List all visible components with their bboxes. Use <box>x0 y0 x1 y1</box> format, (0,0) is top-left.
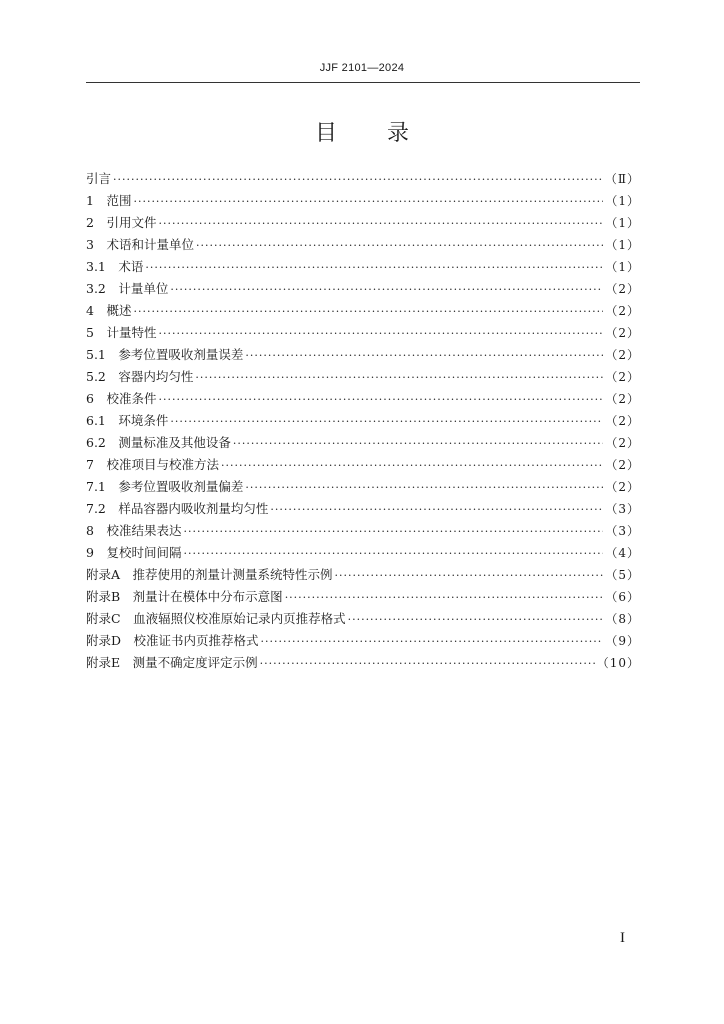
toc-entry-page: （1） <box>605 216 640 230</box>
dot-leader <box>245 477 603 499</box>
toc-entry[interactable] <box>86 366 640 388</box>
toc-entry-label: 附录B 剂量计在模体中分布示意图 <box>86 589 283 604</box>
dot-leader <box>260 653 595 675</box>
header-rule <box>86 82 640 83</box>
page-number: I <box>620 930 625 946</box>
dot-leader <box>158 389 603 411</box>
toc-entry[interactable] <box>86 190 640 212</box>
toc-entry[interactable] <box>86 322 640 344</box>
dot-leader <box>335 565 604 587</box>
toc-entry-label: 1 范围 <box>86 193 132 208</box>
toc-entry[interactable] <box>86 520 640 542</box>
dot-leader <box>245 345 603 367</box>
toc-entry[interactable] <box>86 542 640 564</box>
dot-leader <box>261 631 604 653</box>
toc-entry-page: （2） <box>605 348 640 362</box>
document-code: JJF 2101—2024 <box>319 62 405 74</box>
dot-leader <box>158 213 603 235</box>
toc-entry-page: （2） <box>605 392 640 406</box>
dot-leader <box>113 169 603 191</box>
toc-entry-label: 7.2 样品容器内吸收剂量均匀性 <box>86 501 269 516</box>
toc-entry-label: 9 复校时间间隔 <box>86 545 182 560</box>
toc-entry[interactable] <box>86 630 640 652</box>
toc-entry-page: （2） <box>605 304 640 318</box>
toc-entry-page: （2） <box>605 326 640 340</box>
toc-entry-page: （2） <box>605 436 640 450</box>
toc-entry[interactable] <box>86 168 640 190</box>
table-of-contents <box>86 168 640 674</box>
toc-entry[interactable] <box>86 498 640 520</box>
toc-entry-page: （1） <box>605 238 640 252</box>
dot-leader <box>348 609 604 631</box>
toc-entry-page: （4） <box>605 546 640 560</box>
dot-leader <box>133 191 603 213</box>
toc-entry[interactable] <box>86 432 640 454</box>
toc-entry-page: （3） <box>605 502 640 516</box>
dot-leader <box>285 587 604 609</box>
toc-entry[interactable] <box>86 410 640 432</box>
toc-entry[interactable] <box>86 256 640 278</box>
toc-entry-page: （1） <box>605 194 640 208</box>
dot-leader <box>158 323 603 345</box>
toc-entry-label: 8 校准结果表达 <box>86 523 182 538</box>
dot-leader <box>221 455 603 477</box>
toc-entry-page: （2） <box>605 458 640 472</box>
toc-entry-label: 2 引用文件 <box>86 215 157 230</box>
toc-entry[interactable] <box>86 234 640 256</box>
toc-entry-label: 5 计量特性 <box>86 325 157 340</box>
toc-entry-label: 3.1 术语 <box>86 259 144 274</box>
toc-entry[interactable] <box>86 586 640 608</box>
dot-leader <box>195 367 603 389</box>
toc-entry[interactable] <box>86 278 640 300</box>
toc-entry[interactable] <box>86 608 640 630</box>
toc-entry-label: 6 校准条件 <box>86 391 157 406</box>
toc-entry-label: 4 概述 <box>86 303 132 318</box>
toc-entry-page: （2） <box>605 414 640 428</box>
toc-entry-page: （10） <box>596 656 640 670</box>
dot-leader <box>183 521 603 543</box>
toc-entry-label: 附录D 校准证书内页推荐格式 <box>86 633 259 648</box>
toc-entry[interactable] <box>86 388 640 410</box>
page-title: 目录 <box>314 121 459 146</box>
dot-leader <box>233 433 603 455</box>
toc-entry-label: 5.1 参考位置吸收剂量误差 <box>86 347 244 362</box>
toc-entry-page: （Ⅱ） <box>604 172 640 186</box>
dot-leader <box>170 279 603 301</box>
toc-entry-page: （6） <box>605 590 640 604</box>
toc-entry[interactable] <box>86 476 640 498</box>
toc-entry-label: 附录E 测量不确定度评定示例 <box>86 655 258 670</box>
toc-entry-label: 7.1 参考位置吸收剂量偏差 <box>86 479 244 494</box>
toc-entry[interactable] <box>86 344 640 366</box>
dot-leader <box>145 257 603 279</box>
toc-entry-label: 引言 <box>86 171 112 186</box>
toc-entry-page: （2） <box>605 370 640 384</box>
toc-entry-label: 附录C 血液辐照仪校准原始记录内页推荐格式 <box>86 611 346 626</box>
toc-entry-label: 3.2 计量单位 <box>86 281 169 296</box>
dot-leader <box>196 235 603 257</box>
toc-entry[interactable] <box>86 212 640 234</box>
toc-entry-label: 7 校准项目与校准方法 <box>86 457 219 472</box>
toc-entry-label: 6.2 测量标准及其他设备 <box>86 435 231 450</box>
dot-leader <box>270 499 603 521</box>
toc-entry-page: （9） <box>605 634 640 648</box>
toc-entry-label: 3 术语和计量单位 <box>86 237 194 252</box>
toc-entry-page: （2） <box>605 480 640 494</box>
toc-entry[interactable] <box>86 300 640 322</box>
toc-entry-page: （1） <box>605 260 640 274</box>
toc-entry-label: 6.1 环境条件 <box>86 413 169 428</box>
toc-entry-page: （8） <box>605 612 640 626</box>
toc-entry[interactable] <box>86 564 640 586</box>
toc-entry-page: （3） <box>605 524 640 538</box>
toc-entry-label: 附录A 推荐使用的剂量计测量系统特性示例 <box>86 567 333 582</box>
toc-entry[interactable] <box>86 652 640 674</box>
dot-leader <box>170 411 603 433</box>
toc-entry-page: （2） <box>605 282 640 296</box>
toc-entry-page: （5） <box>605 568 640 582</box>
dot-leader <box>133 301 603 323</box>
toc-entry[interactable] <box>86 454 640 476</box>
toc-entry-label: 5.2 容器内均匀性 <box>86 369 194 384</box>
dot-leader <box>183 543 603 565</box>
